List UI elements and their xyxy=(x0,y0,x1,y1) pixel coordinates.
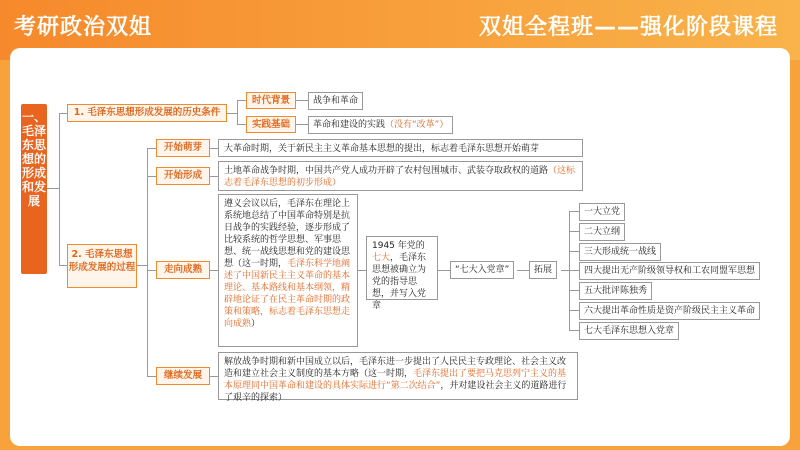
connector xyxy=(147,270,156,271)
budding-node: 开始萌芽 xyxy=(156,139,210,157)
connector xyxy=(227,113,237,114)
congress-item: 五大批评陈独秀 xyxy=(579,282,652,300)
forming-main: 土地革命战争时期，中国共产党人成功开辟了农村包围城市、武装夺取政权的道路 xyxy=(224,166,549,176)
connector xyxy=(569,231,579,232)
connector xyxy=(59,113,67,114)
practice-main: 革命和建设的实践 xyxy=(313,120,386,130)
connector xyxy=(59,113,60,265)
connector xyxy=(47,188,59,189)
seventh-hl: 七大 xyxy=(372,253,391,263)
practice-text xyxy=(308,116,453,134)
connector xyxy=(438,270,450,271)
congress-item: 一大立党 xyxy=(579,203,625,221)
connector xyxy=(517,270,529,271)
connector xyxy=(147,176,156,177)
connector xyxy=(137,265,147,266)
connector xyxy=(569,251,579,252)
mature-node: 走向成熟 xyxy=(156,261,210,279)
mature-main: 遵义会议以后，毛泽东在理论上系统地总结了中国革命特别是抗日战争的实践经验，逐步形成了比较系统的哲学思想、军事思想、统一战线思想和党的建设思想（这一时期， xyxy=(224,199,351,269)
connector xyxy=(237,100,238,124)
practice-note: （没有“改革”） xyxy=(385,120,449,130)
course-title: 双姐全程班——强化阶段课程 xyxy=(478,15,778,40)
mature-text xyxy=(218,194,358,347)
practice-node: 实践基础 xyxy=(246,116,296,133)
seventh-congress-text xyxy=(366,236,438,311)
congress-item: 七大毛泽东思想入党章 xyxy=(579,322,679,340)
connector xyxy=(147,376,156,377)
connector xyxy=(210,376,218,377)
time-bg-text: 战争和革命 xyxy=(308,92,363,110)
connector xyxy=(569,211,579,212)
congress-item: 四大提出无产阶级领导权和工农同盟军思想 xyxy=(579,262,760,280)
connector xyxy=(569,310,579,311)
expand-label: 拓展 xyxy=(529,261,557,279)
forming-text xyxy=(218,161,583,191)
congress-item: 三大形成统一战线 xyxy=(579,243,661,261)
continued-node: 继续发展 xyxy=(156,367,210,385)
continued-main: 解放战争时期和新中国成立以后，毛泽东进一步提出了人民民主专政理论、社会主义改造和建立社会主义制度的基本方略（这一时期， xyxy=(224,357,567,379)
continued-highlight: 毛泽东提出了要把马克思列宁主义的基本原理同中国革命和建设的具体实际进行“第二次结合” xyxy=(224,369,567,391)
connector xyxy=(358,270,366,271)
seventh-a: 1945 年党的 xyxy=(372,241,425,251)
brand-title: 考研政治双姐 xyxy=(14,15,153,40)
connector xyxy=(569,270,579,271)
connector xyxy=(569,290,579,291)
section1-node: 1. 毛泽东思想形成发展的历史条件 xyxy=(67,104,227,122)
seventh-b: ，毛泽东思想被确立为党的指导思想，并写入党章 xyxy=(372,253,427,311)
root-node: 一、毛泽东思想的形成和发展 xyxy=(21,104,47,274)
continued-close: ，并对建设社会主义的道路进行了艰辛的探索） xyxy=(224,381,567,403)
connector xyxy=(210,176,218,177)
connector xyxy=(237,100,246,101)
connector xyxy=(237,124,246,125)
mature-close: ） xyxy=(251,319,261,329)
forming-note: （这标志着毛泽东思想的初步形成） xyxy=(224,166,576,188)
connector xyxy=(296,100,308,101)
connector xyxy=(59,265,67,266)
continued-text xyxy=(218,352,578,403)
seventh-quote: “七大入党章” xyxy=(450,261,514,279)
connector xyxy=(147,148,148,376)
congress-item: 六大提出革命性质是资产阶级民主主义革命 xyxy=(579,302,760,320)
connector xyxy=(210,270,218,271)
connector xyxy=(296,124,308,125)
forming-node: 开始形成 xyxy=(156,167,210,185)
mature-highlight: 毛泽东科学地阐述了中国新民主主义革命的基本理论、基本路线和基本纲领，精辟地论证了在民主革命时期的政策和策略，标志着毛泽东思想走向成熟 xyxy=(224,259,351,329)
connector xyxy=(147,148,156,149)
congress-item: 二大立纲 xyxy=(579,223,625,241)
connector xyxy=(210,148,218,149)
section2-node: 2. 毛泽东思想形成发展的过程 xyxy=(67,244,137,288)
connector xyxy=(569,330,579,331)
connector xyxy=(561,270,569,271)
budding-text: 大革命时期，关于新民主主义革命基本思想的提出，标志着毛泽东思想开始萌芽 xyxy=(218,139,583,157)
time-bg-node: 时代背景 xyxy=(246,92,296,109)
